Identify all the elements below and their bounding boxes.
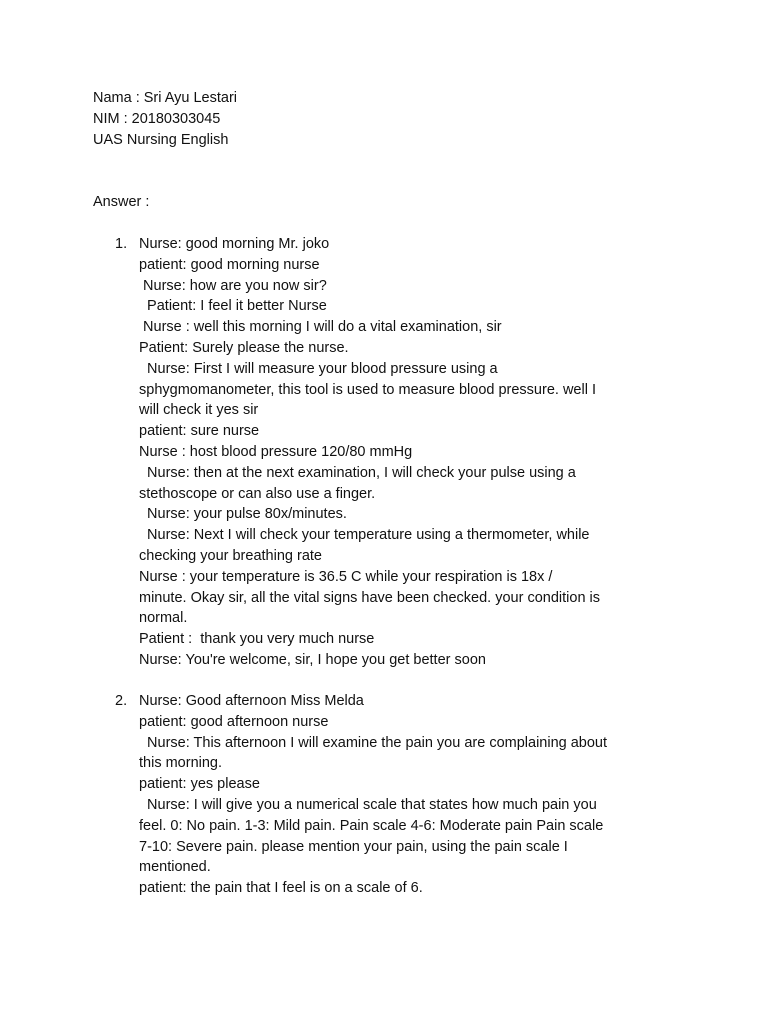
dialogue-line: Patient: Surely please the nurse.	[139, 339, 349, 356]
dialogue-line: patient: good morning nurse	[139, 256, 320, 273]
dialogue-line: Nurse: then at the next examination, I will check your pulse using a	[139, 464, 576, 481]
dialogue-line: Nurse: Next I will check your temperature using a thermometer, while	[139, 527, 590, 544]
item-number: 1.	[115, 236, 128, 252]
item-number: 2.	[115, 693, 128, 709]
dialogue-line: normal.	[139, 610, 188, 627]
dialogue-line: mentioned.	[139, 859, 211, 876]
dialogue-line: Patient: I feel it better Nurse	[139, 298, 327, 315]
dialogue-line: stethoscope or can also use a finger.	[139, 485, 376, 502]
dialogue-line: sphygmomanometer, this tool is used to measure blood pressure. well I	[139, 381, 596, 398]
dialogue-line: checking your breathing rate	[139, 547, 322, 564]
dialogue-line: Nurse: how are you now sir?	[139, 277, 327, 294]
dialogue-line: will check it yes sir	[139, 402, 259, 419]
dialogue-line: Nurse: your pulse 80x/minutes.	[139, 506, 347, 523]
course-title: UAS Nursing English	[93, 131, 229, 148]
dialogue-line: Patient : thank you very much nurse	[139, 631, 375, 648]
dialogue-line: patient: the pain that I feel is on a scale of 6.	[139, 880, 423, 897]
dialogue-line: Nurse: good morning Mr. joko	[139, 236, 330, 252]
dialogue-line: Nurse: This afternoon I will examine the pain you are complaining about	[139, 734, 608, 751]
dialogue-body	[139, 234, 699, 671]
dialogue-body	[139, 691, 699, 899]
dialogue-line: Nurse : well this morning I will do a vital examination, sir	[139, 319, 502, 336]
dialogue-line: feel. 0: No pain. 1-3: Mild pain. Pain scale 4-6: Moderate pain Pain scale	[139, 817, 604, 834]
student-nim: NIM : 20180303045	[93, 110, 221, 127]
dialogue-line: Nurse: You're welcome, sir, I hope you get better soon	[139, 651, 486, 668]
dialogue-line: Nurse: I will give you a numerical scale that states how much pain you	[139, 796, 597, 813]
dialogue-line: patient: good afternoon nurse	[139, 713, 329, 730]
dialogue-line: Nurse : your temperature is 36.5 C while your respiration is 18x /	[139, 568, 553, 585]
dialogue-line: this morning.	[139, 755, 223, 772]
dialogue-line: patient: yes please	[139, 776, 260, 793]
dialogue-line: Nurse: First I will measure your blood pressure using a	[139, 360, 498, 377]
student-name: Nama : Sri Ayu Lestari	[93, 90, 237, 106]
dialogue-line: patient: sure nurse	[139, 423, 260, 440]
dialogue-line: Nurse: Good afternoon Miss Melda	[139, 693, 364, 709]
student-info	[93, 88, 237, 150]
dialogue-line: 7-10: Severe pain. please mention your pain, using the pain scale I	[139, 838, 568, 855]
answer-label: Answer :	[93, 194, 150, 210]
dialogue-line: Nurse : host blood pressure 120/80 mmHg	[139, 443, 413, 460]
dialogue-line: minute. Okay sir, all the vital signs have been checked. your condition is	[139, 589, 601, 606]
